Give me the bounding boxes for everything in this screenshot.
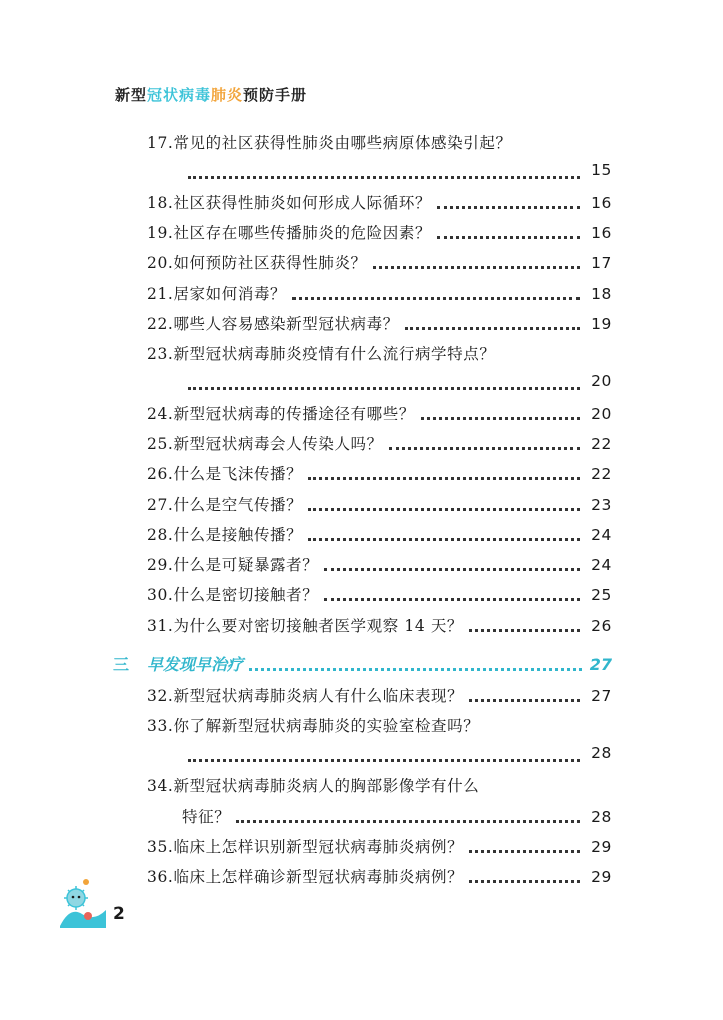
entry-page: 24	[591, 556, 612, 574]
dot-leader	[188, 759, 580, 762]
entry-page: 19	[591, 315, 612, 333]
entry-page: 20	[591, 405, 612, 423]
toc-entry-24[interactable]	[147, 402, 612, 428]
entry-page: 24	[591, 526, 612, 544]
header-part2: 冠状病毒	[147, 86, 212, 104]
entry-number: 34.	[147, 777, 174, 795]
toc-entry-23-continuation[interactable]	[182, 372, 612, 398]
header-part1: 新型	[115, 86, 148, 104]
entry-title: 新型冠状病毒的传播途径有哪些？	[173, 405, 415, 423]
dot-leader	[421, 417, 580, 420]
dot-leader	[469, 850, 580, 853]
toc-entry-18[interactable]	[147, 191, 612, 217]
section-number: 三	[113, 655, 130, 674]
entry-title: 新型冠状病毒会人传染人吗？	[173, 435, 383, 453]
toc-entry-35[interactable]	[147, 835, 612, 861]
entry-title: 社区获得性肺炎如何形成人际循环？	[173, 194, 432, 212]
toc-entry-23[interactable]	[147, 342, 612, 368]
toc-entry-20[interactable]	[147, 251, 612, 277]
dot-leader	[236, 820, 580, 823]
entry-title: 临床上怎样识别新型冠状病毒肺炎病例？	[173, 838, 464, 856]
entry-number: 31.	[147, 617, 174, 635]
toc-entry-17[interactable]	[147, 131, 612, 157]
page-number: 2	[113, 904, 125, 924]
entry-title: 新型冠状病毒肺炎病人有什么临床表现？	[173, 687, 464, 705]
toc-entry-33[interactable]	[147, 714, 612, 740]
toc-entry-27[interactable]	[147, 493, 612, 519]
entry-number: 29.	[147, 556, 174, 574]
entry-number: 18.	[147, 194, 174, 212]
entry-title: 什么是接触传播？	[173, 526, 303, 544]
dot-leader	[373, 266, 580, 269]
entry-number: 32.	[147, 687, 174, 705]
entry-page: 18	[591, 285, 612, 303]
dot-leader	[324, 598, 580, 601]
dot-leader	[188, 176, 580, 179]
entry-number: 25.	[147, 435, 174, 453]
entry-title: 什么是空气传播？	[173, 496, 303, 514]
entry-title: 新型冠状病毒肺炎疫情有什么流行病学特点？	[173, 345, 496, 363]
toc-entry-32[interactable]	[147, 684, 612, 710]
dot-leader	[469, 699, 580, 702]
entry-page: 28	[591, 744, 612, 762]
entry-number: 28.	[147, 526, 174, 544]
entry-page: 17	[591, 254, 612, 272]
section-page: 27	[589, 655, 612, 674]
entry-title: 如何预防社区获得性肺炎？	[173, 254, 367, 272]
entry-number: 23.	[147, 345, 174, 363]
dot-leader	[405, 327, 580, 330]
entry-title: 你了解新型冠状病毒肺炎的实验室检查吗？	[173, 717, 480, 735]
entry-page: 29	[591, 868, 612, 886]
section-heading[interactable]	[113, 652, 612, 680]
entry-number: 30.	[147, 586, 174, 604]
dot-leader	[188, 387, 580, 390]
dot-leader	[292, 297, 580, 300]
section-title: 早发现早治疗	[147, 655, 244, 674]
entry-number: 21.	[147, 285, 174, 303]
entry-title: 什么是可疑暴露者？	[173, 556, 319, 574]
entry-page: 22	[591, 465, 612, 483]
entry-number: 27.	[147, 496, 174, 514]
entry-page: 25	[591, 586, 612, 604]
dot-leader	[389, 447, 580, 450]
virus-mascot-icon	[56, 876, 108, 928]
toc-entry-21[interactable]	[147, 282, 612, 308]
toc-entry-28[interactable]	[147, 523, 612, 549]
entry-page: 29	[591, 838, 612, 856]
dot-leader	[437, 236, 580, 239]
entry-number: 17.	[147, 134, 174, 152]
header-part4: 预防手册	[243, 86, 308, 104]
toc-entry-34-continuation[interactable]	[182, 805, 612, 831]
entry-title: 社区存在哪些传播肺炎的危险因素？	[173, 224, 432, 242]
entry-number: 22.	[147, 315, 174, 333]
entry-number: 33.	[147, 717, 174, 735]
entry-page: 15	[591, 161, 612, 179]
entry-title: 临床上怎样确诊新型冠状病毒肺炎病例？	[173, 868, 464, 886]
entry-number: 35.	[147, 838, 174, 856]
dot-leader	[308, 538, 580, 541]
entry-title: 为什么要对密切接触者医学观察 14 天？	[173, 617, 464, 635]
toc-entry-36[interactable]	[147, 865, 612, 891]
toc-entry-31[interactable]	[147, 614, 612, 640]
dot-leader	[437, 206, 580, 209]
toc-entry-22[interactable]	[147, 312, 612, 338]
toc-entry-29[interactable]	[147, 553, 612, 579]
entry-page: 28	[591, 808, 612, 826]
entry-title: 什么是密切接触者？	[173, 586, 319, 604]
entry-title: 常见的社区获得性肺炎由哪些病原体感染引起？	[173, 134, 512, 152]
entry-page: 26	[591, 617, 612, 635]
entry-title: 新型冠状病毒肺炎病人的胸部影像学有什么	[173, 777, 480, 795]
entry-page: 22	[591, 435, 612, 453]
toc-entry-34[interactable]	[147, 774, 612, 800]
entry-title: 哪些人容易感染新型冠状病毒？	[173, 315, 399, 333]
dot-leader	[324, 568, 580, 571]
dot-leader	[308, 508, 580, 511]
entry-page: 20	[591, 372, 612, 390]
entry-number: 36.	[147, 868, 174, 886]
entry-page: 16	[591, 194, 612, 212]
header-part3: 肺炎	[211, 86, 244, 104]
entry-number: 19.	[147, 224, 174, 242]
toc-entry-25[interactable]	[147, 432, 612, 458]
toc-entry-19[interactable]	[147, 221, 612, 247]
entry-page: 23	[591, 496, 612, 514]
toc-entry-26[interactable]	[147, 462, 612, 488]
running-header	[115, 84, 307, 105]
entry-page: 27	[591, 687, 612, 705]
entry-title: 什么是飞沫传播？	[173, 465, 303, 483]
toc-entry-17-continuation[interactable]	[182, 161, 612, 187]
dot-leader	[469, 880, 580, 883]
entry-number: 20.	[147, 254, 174, 272]
dot-leader	[308, 477, 580, 480]
entry-number: 24.	[147, 405, 174, 423]
entry-title-continuation: 特征？	[182, 808, 231, 826]
entry-title: 居家如何消毒？	[173, 285, 287, 303]
entry-number: 26.	[147, 465, 174, 483]
entry-page: 16	[591, 224, 612, 242]
toc-entry-30[interactable]	[147, 583, 612, 609]
dot-leader	[469, 629, 580, 632]
toc-entry-33-continuation[interactable]	[182, 744, 612, 770]
dot-leader	[249, 668, 582, 671]
